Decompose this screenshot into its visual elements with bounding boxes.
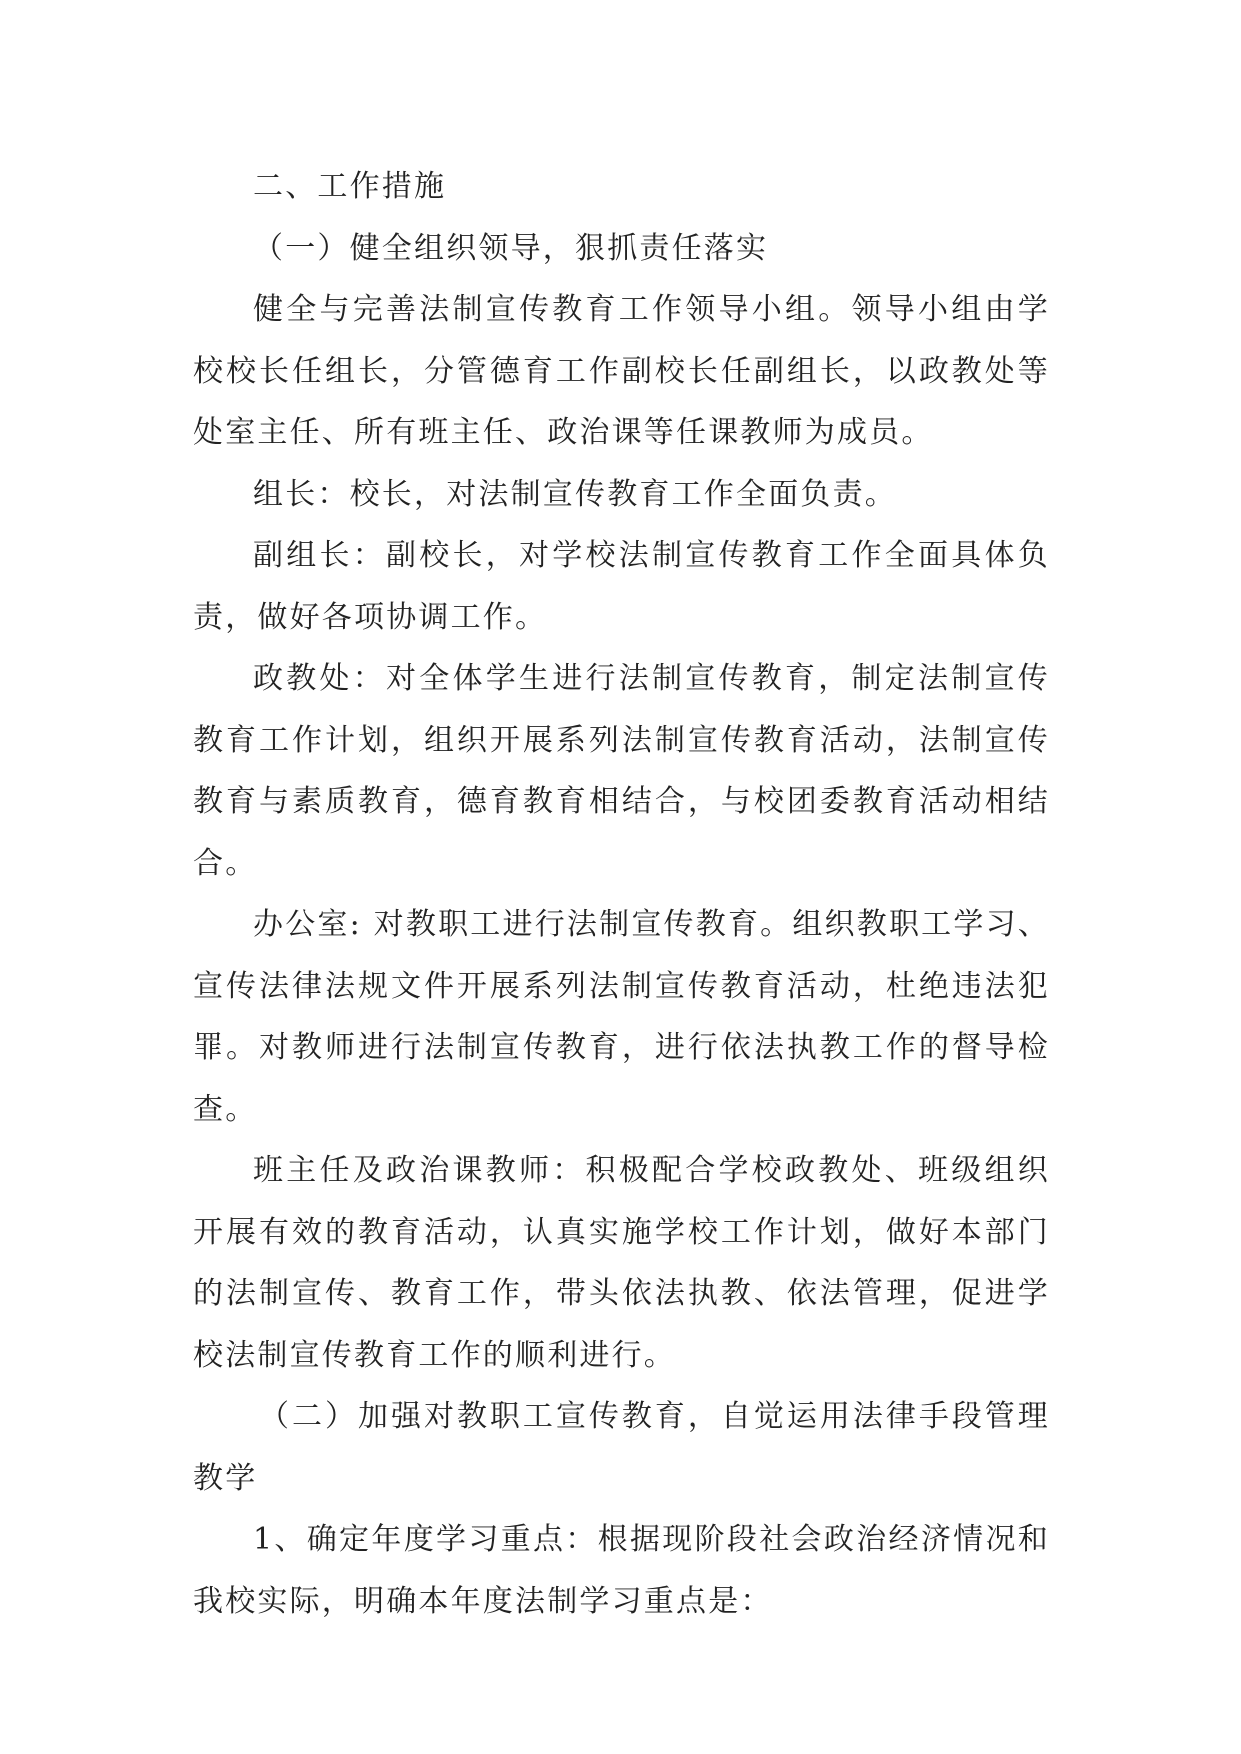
document-page (193, 156, 1050, 1632)
paragraph-general-office: 办公室: 对教职工进行法制宣传教育。组织教职工学习、宣传法律法规文件开展系列法制宣传教育活动，杜绝违法犯罪。对教师进行法制宣传教育，进行依法执教工作的督导检查。 (193, 907, 1050, 1127)
paragraph-deputy-leader: 副组长：副校长，对学校法制宣传教育工作全面具体负责，做好各项协调工作。 (193, 538, 1050, 635)
paragraph-group-leader: 组长：校长，对法制宣传教育工作全面负责。 (253, 476, 897, 512)
section-heading: 二、工作措施 (253, 169, 447, 204)
paragraph-leadership-group: 健全与完善法制宣传教育工作领导小组。领导小组由学校校长任组长，分管德育工作副校长任副组长，以政教处等处室主任、所有班主任、政治课等任课教师为成员。 (193, 292, 1050, 450)
subsection-heading-1: （一）健全组织领导，狠抓责任落实 (253, 230, 769, 266)
paragraph-head-teachers: 班主任及政治课教师：积极配合学校政教处、班级组织开展有效的教育活动，认真实施学校工作计划，做好本部门的法制宣传、教育工作，带头依法执教、依法管理，促进学校法制宣传教育工作的顺利进行。 (193, 1153, 1050, 1373)
subsection-heading-2: （二）加强对教职工宣传教育，自觉运用法律手段管理教学 (193, 1399, 1050, 1496)
paragraph-political-office: 政教处：对全体学生进行法制宣传教育，制定法制宣传教育工作计划，组织开展系列法制宣传教育活动，法制宣传教育与素质教育，德育教育相结合，与校团委教育活动相结合。 (193, 661, 1050, 881)
paragraph-annual-focus: 1、确定年度学习重点：根据现阶段社会政治经济情况和我校实际，明确本年度法制学习重点是： (193, 1522, 1050, 1619)
